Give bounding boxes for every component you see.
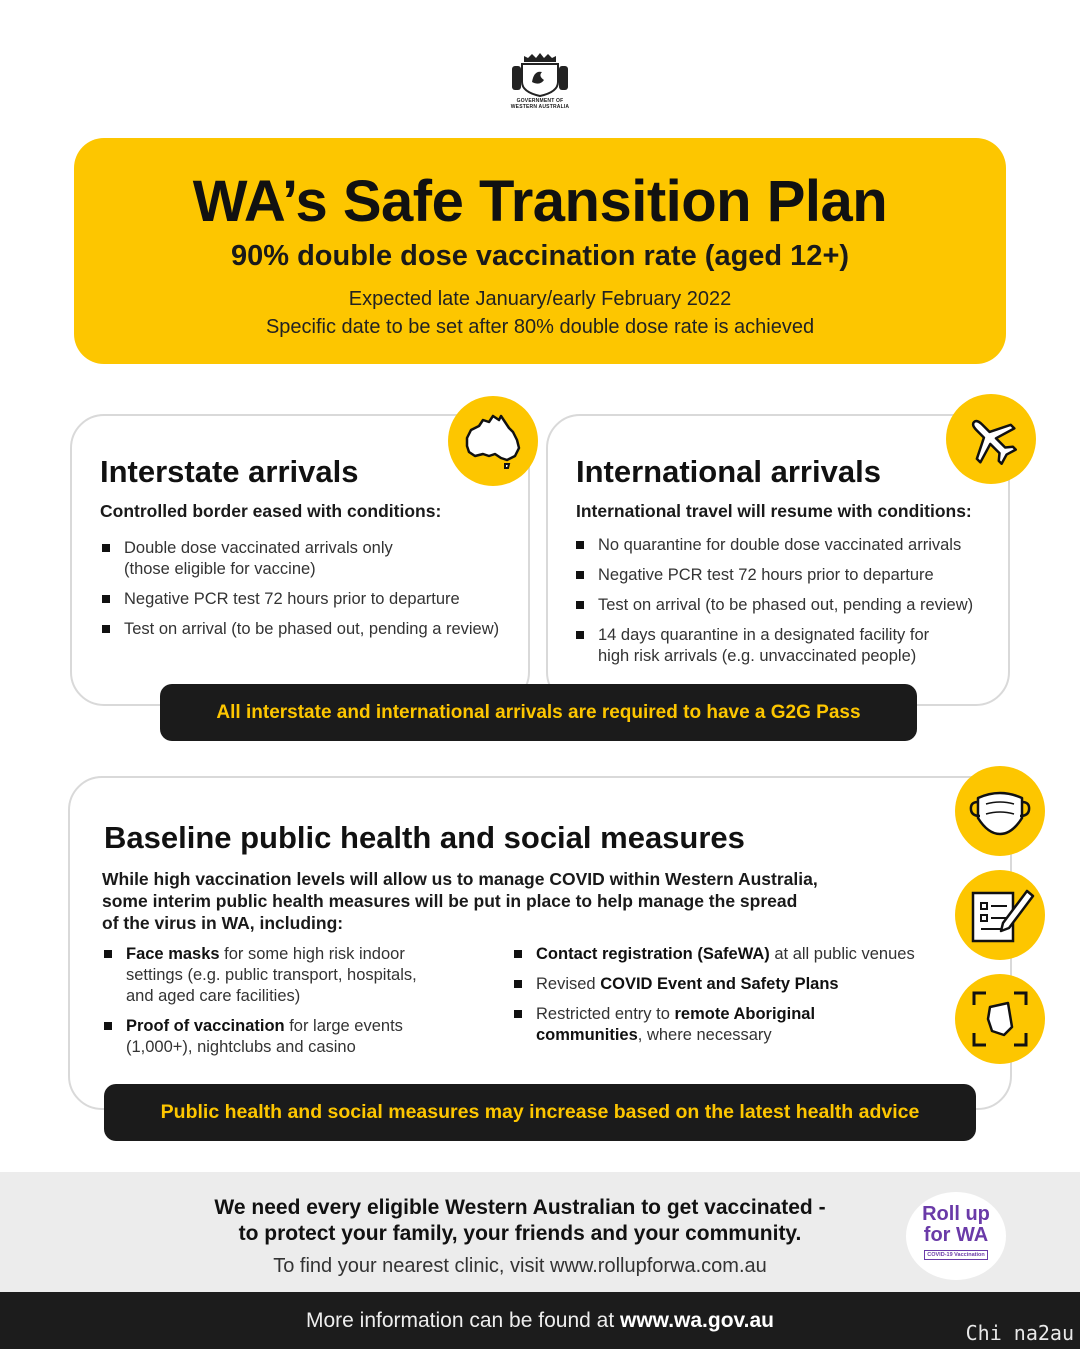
list-item: Face masks for some high risk indoor settings (e.g. public transport, hospitals, and aged care facilities) [102,944,482,1007]
logo-line1: GOVERNMENT OF [516,98,564,104]
list-item: Double dose vaccinated arrivals only (those eligible for vaccine) [100,538,520,580]
baseline-title: Baseline public health and social measures [104,820,745,855]
face-mask-icon [955,766,1045,856]
international-list [574,535,1004,676]
vaccination-call-line2: to protect your family, your friends and your community. [238,1222,802,1245]
baseline-right-list [512,944,952,1055]
list-item: Test on arrival (to be phased out, pending a review) [574,595,1004,616]
list-item: Negative PCR test 72 hours prior to departure [100,589,520,610]
vaccination-call-line1: We need every eligible Western Australian to get vaccinated - [214,1196,826,1219]
list-item: Contact registration (SafeWA) at all public venues [512,944,952,965]
list-item: Proof of vaccination for large events (1,000+), nightclubs and casino [102,1016,482,1058]
airplane-icon [946,394,1036,484]
page-subtitle: 90% double dose vaccination rate (aged 12+) [230,240,850,272]
interstate-title: Interstate arrivals [100,454,359,489]
health-advice-banner: Public health and social measures may increase based on the latest health advice [104,1084,976,1141]
more-info-prefix: More information can be found at [305,1309,620,1332]
specific-date-text: Specific date to be set after 80% double dose rate is achieved [265,316,815,338]
interstate-list [100,538,520,649]
contact-register-icon [955,870,1045,960]
header-box [74,138,1006,364]
logo-line2: WESTERN AUSTRALIA [510,104,570,110]
australia-map-icon [448,396,538,486]
wa-remote-region-icon [955,974,1045,1064]
g2g-pass-banner: All interstate and international arrivals are required to have a G2G Pass [160,684,917,741]
interstate-subtitle: Controlled border eased with conditions: [100,501,442,521]
roll-up-for-wa-logo: Roll up for WA COVID-19 Vaccination [906,1192,1006,1280]
wa-government-crest-icon [510,52,570,98]
list-item: Negative PCR test 72 hours prior to departure [574,565,1004,586]
baseline-card [68,776,1012,1110]
baseline-left-list [102,944,482,1067]
list-item: 14 days quarantine in a designated facility for high risk arrivals (e.g. unvaccinated people) [574,625,1004,667]
list-item: Restricted entry to remote Aboriginal communities, where necessary [512,1004,952,1046]
expected-date-text: Expected late January/early February 2022 [348,288,732,310]
international-title: International arrivals [576,454,881,489]
international-subtitle: International travel will resume with conditions: [576,501,972,521]
international-card [546,414,1010,706]
list-item: Revised COVID Event and Safety Plans [512,974,952,995]
wa-gov-link[interactable]: www.wa.gov.au [619,1309,775,1332]
vaccination-footer [0,1172,1080,1292]
baseline-intro: While high vaccination levels will allow us to manage COVID within Western Australia, some interim public health measures will be put in place to help manage the spread of the virus in WA, including: [102,869,818,933]
more-info-footer [0,1292,1080,1349]
list-item: Test on arrival (to be phased out, pending a review) [100,619,520,640]
page-title: WA’s Safe Transition Plan [192,169,888,234]
clinic-link-text[interactable]: To find your nearest clinic, visit www.rollupforwa.com.au [273,1255,767,1277]
wa-government-logo [500,52,580,122]
watermark-text: Chi na2au [965,1321,1074,1345]
list-item: No quarantine for double dose vaccinated arrivals [574,535,1004,556]
